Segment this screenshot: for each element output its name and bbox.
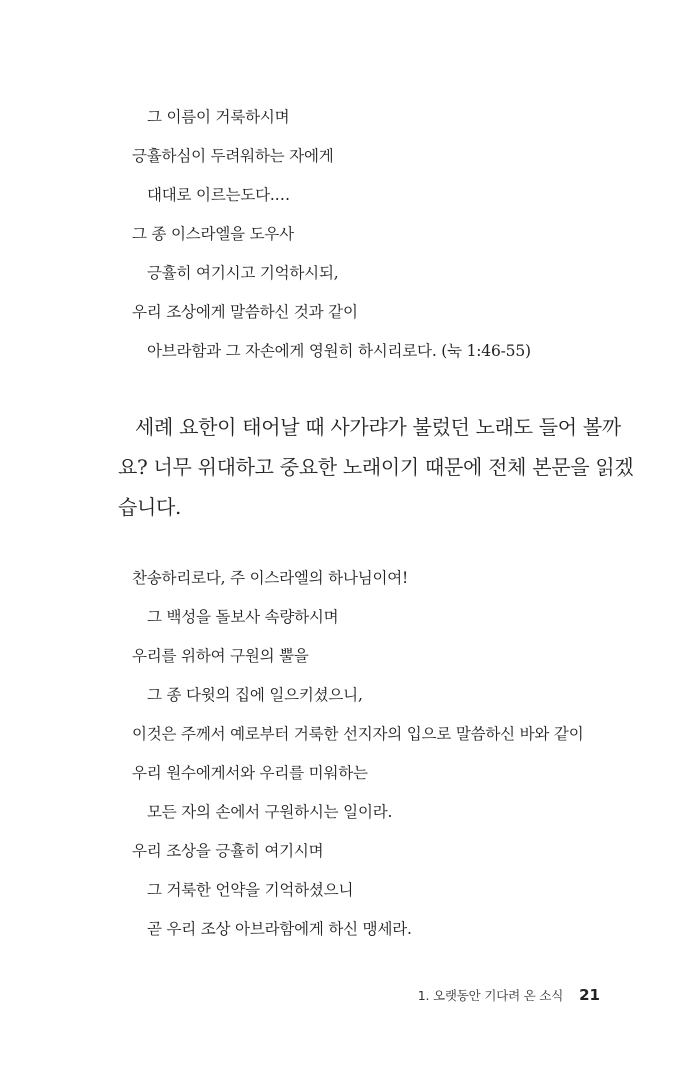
verse-line: 우리 조상에게 말씀하신 것과 같이 <box>132 303 358 321</box>
verse-line: 이것은 주께서 예로부터 거룩한 선지자의 입으로 말씀하신 바와 같이 <box>132 725 584 743</box>
verse-line: 긍휼히 여기시고 기억하시되, <box>147 264 339 282</box>
verse-line: 우리 조상을 긍휼히 여기시며 <box>132 842 324 860</box>
verse-line: 곧 우리 조상 아브라함에게 하신 맹세라. <box>147 920 412 938</box>
page-footer <box>418 986 600 1004</box>
page-number: 21 <box>579 986 600 1004</box>
paragraph-line: 습니다. <box>118 495 182 519</box>
verse-line: 그 백성을 돌보사 속량하시며 <box>147 608 339 626</box>
verse-line: 우리를 위하여 구원의 뿔을 <box>132 647 309 665</box>
paragraph-line: 세례 요한이 태어날 때 사가랴가 불렀던 노래도 들어 볼까 <box>135 415 621 439</box>
verse-line: 그 거룩한 언약을 기억하셨으니 <box>147 881 354 899</box>
verse-line: 찬송하리로다, 주 이스라엘의 하나님이여! <box>132 569 409 587</box>
verse-line: 그 이름이 거룩하시며 <box>147 108 290 126</box>
verse-line: 아브라함과 그 자손에게 영원히 하시리로다. (눅 1:46-55) <box>147 342 531 360</box>
verse-line: 그 종 이스라엘을 도우사 <box>132 225 294 243</box>
verse-line: 대대로 이르는도다.… <box>147 186 290 204</box>
running-footer-title: 1. 오랫동안 기다려 온 소식 <box>417 988 564 1003</box>
verse-line: 모든 자의 손에서 구원하시는 일이라. <box>147 803 393 821</box>
verse-line: 그 종 다윗의 집에 일으키셨으니, <box>147 686 363 704</box>
verse-line: 긍휼하심이 두려워하는 자에게 <box>132 147 334 165</box>
verse-line: 우리 원수에게서와 우리를 미워하는 <box>132 764 368 782</box>
paragraph-line: 요? 너무 위대하고 중요한 노래이기 때문에 전체 본문을 읽겠 <box>118 455 634 479</box>
